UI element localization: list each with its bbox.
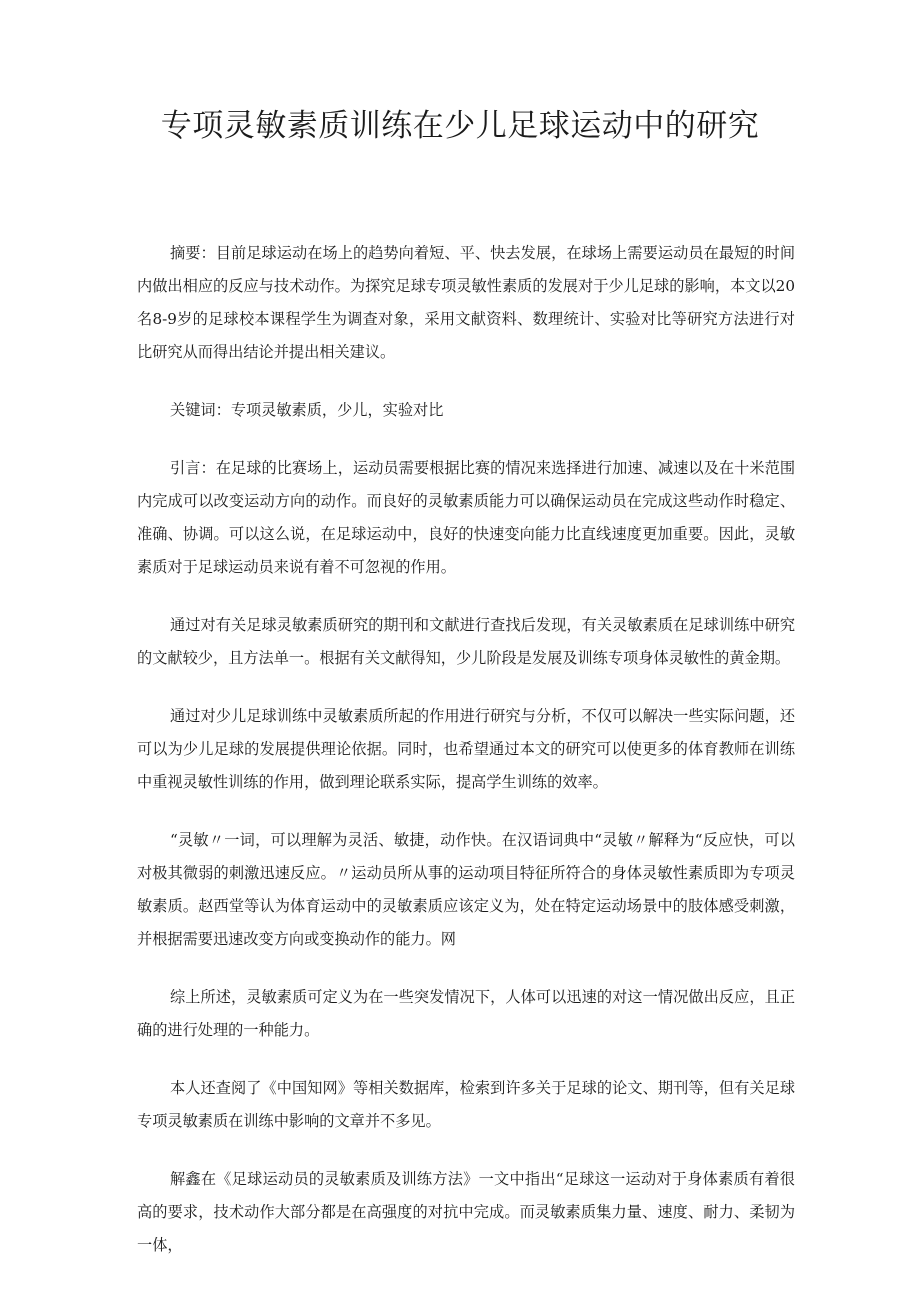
abstract-paragraph: 摘要：目前足球运动在场上的趋势向着短、平、快去发展，在球场上需要运动员在最短的时间内做出相应的反应与技术动作。为探究足球专项灵敏性素质的发展对于少儿足球的影响，本文以20名8-9岁的足球校本课程学生为调查对象，采用文献资料、数理统计、实验对比等研究方法进行对比研究从而得出结论并提出相关建议。 [137, 244, 795, 361]
body-paragraph: 通过对少儿足球训练中灵敏素质所起的作用进行研究与分析，不仅可以解决一些实际问题，还可以为少儿足球的发展提供理论依据。同时，也希望通过本文的研究可以使更多的体育教师在训练中重视灵敏性训练的作用，做到理论联系实际，提高学生训练的效率。 [137, 707, 795, 791]
body-paragraph: 通过对有关足球灵敏素质研究的期刊和文献进行查找后发现，有关灵敏素质在足球训练中研究的文献较少，且方法单一。根据有关文献得知，少儿阶段是发展及训练专项身体灵敏性的黄金期。 [137, 616, 795, 667]
literature-paragraph: 本人还查阅了《中国知网》等相关数据库，检索到许多关于足球的论文、期刊等，但有关足球专项灵敏素质在训练中影响的文章并不多见。 [137, 1079, 795, 1130]
introduction-paragraph: 引言：在足球的比赛场上，运动员需要根据比赛的情况来选择进行加速、减速以及在十米范围内完成可以改变运动方向的动作。而良好的灵敏素质能力可以确保运动员在完成这些动作时稳定、准确、协调。可以这么说，在足球运动中，良好的快速变向能力比直线速度更加重要。因此，灵敏素质对于足球运动员来说有着不可忽视的作用。 [137, 459, 795, 576]
definition-paragraph: “灵敏〃一词，可以理解为灵活、敏捷，动作快。在汉语词典中“灵敏〃解释为“反应快，可以对极其微弱的刺激迅速反应。〃运动员所从事的运动项目特征所符合的身体灵敏性素质即为专项灵敏素质。赵西堂等认为体育运动中的灵敏素质应该定义为，处在特定运动场景中的肢体感受刺激，并根据需要迅速改变方向或变换动作的能力。网 [137, 831, 795, 948]
keywords-paragraph: 关键词：专项灵敏素质，少儿，实验对比 [170, 401, 444, 419]
summary-paragraph: 综上所述，灵敏素质可定义为在一些突发情况下，人体可以迅速的对这一情况做出反应，且正确的进行处理的一种能力。 [137, 988, 795, 1039]
citation-paragraph: 解鑫在《足球运动员的灵敏素质及训练方法》一文中指出“足球这一运动对于身体素质有着很高的要求，技术动作大部分都是在高强度的对抗中完成。而灵敏素质集力量、速度、耐力、柔韧为一体， [137, 1170, 795, 1254]
document-body [137, 237, 795, 1287]
document-title: 专项灵敏素质训练在少儿足球运动中的研究 [160, 108, 760, 144]
